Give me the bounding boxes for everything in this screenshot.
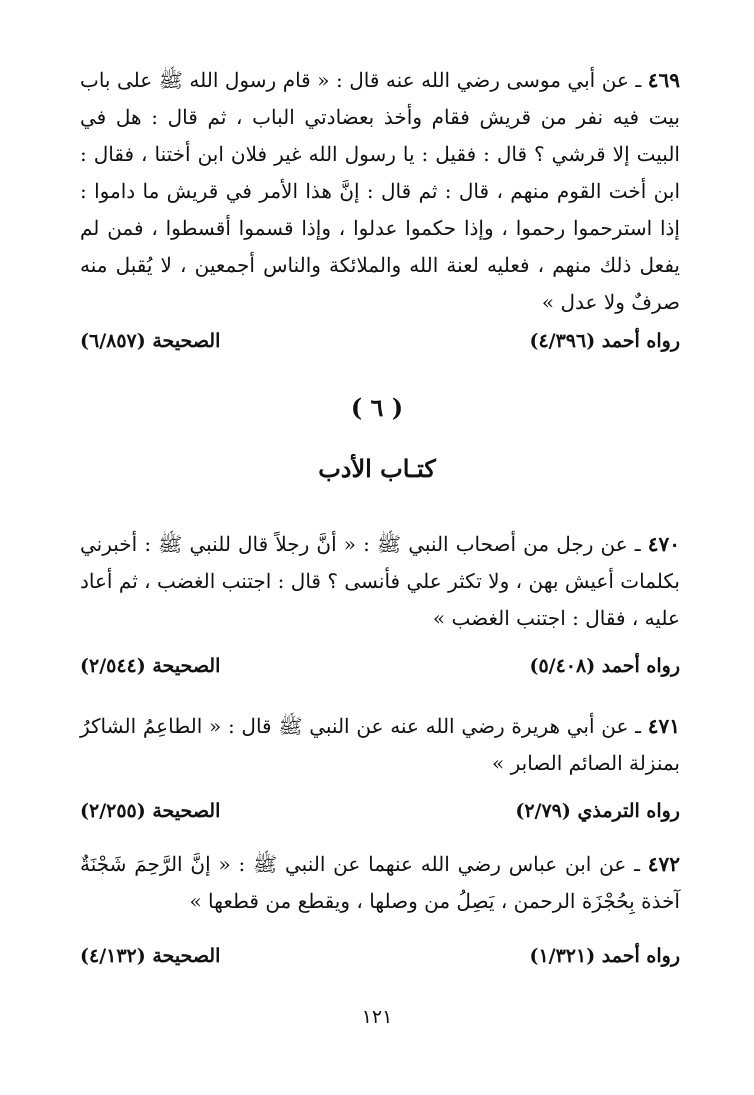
hadith-472-source: رواه أحمد (١/٣٢١) [529, 945, 680, 967]
chapter-title: كتـاب الأدب [318, 454, 436, 483]
hadith-472-body: ـ عن ابن عباس رضي الله عنهما عن النبي ﷺ : « إنَّ الرَّحِمَ شَجْنَةٌ آخذة بِحُجْزَة الرحمن ، يَصِلُ من وصلها ، ويقطع من قطعها » [80, 852, 680, 913]
hadith-470-citation [80, 655, 680, 685]
hadith-470-text [80, 526, 680, 637]
hadith-471-citation [80, 800, 680, 830]
hadith-471-source: رواه الترمذي (٢/٧٩) [515, 800, 680, 822]
hadith-469-body: ـ عن أبي موسى رضي الله عنه قال : « قام رسول الله ﷺ على باب بيت فيه نفر من قريش فقام وأخذ بعضادتي الباب ، ثم قال : هل في البيت إلا قرشي ؟ قال : فقيل : يا رسول الله غير فلان ابن أختنا ، فقال : ابن أخت القوم منهم ، قال : ثم قال : إنَّ هذا الأمر في قريش ما داموا : إذا استرحموا رحموا ، وإذا حكموا عدلوا ، وإذا قسموا أقسطوا ، فمن لم يفعل ذلك منهم ، فعليه لعنة الله والملائكة والناس أجمعين ، لا يُقبل منه صرفٌ ولا عدل » [80, 68, 680, 314]
hadith-470-body: ـ عن رجل من أصحاب النبي ﷺ : « أنَّ رجلاً قال للنبي ﷺ : أخبرني بكلمات أعيش بهن ، ولا تكثر علي فأنسى ؟ قال : اجتنب الغضب ، ثم أعاد عليه ، فقال : اجتنب الغضب » [80, 532, 680, 630]
hadith-472-grade: الصحيحة (٤/١٣٢) [80, 945, 221, 967]
hadith-472-text [80, 846, 680, 920]
hadith-470-source: رواه أحمد (٥/٤٠٨) [529, 655, 680, 677]
hadith-469-grade: الصحيحة (٦/٨٥٧) [80, 330, 221, 352]
hadith-472-number: ٤٧٢ [647, 852, 680, 876]
hadith-469-citation [80, 330, 680, 360]
page-number: ١٢١ [361, 1006, 393, 1028]
hadith-470-grade: الصحيحة (٢/٥٤٤) [80, 655, 221, 677]
hadith-471-text [80, 708, 680, 782]
hadith-469-number: ٤٦٩ [647, 68, 681, 92]
hadith-470-number: ٤٧٠ [647, 532, 680, 556]
hadith-469-source: رواه أحمد (٤/٣٩٦) [529, 330, 680, 352]
chapter-number: ( ٦ ) [350, 393, 404, 422]
hadith-471-grade: الصحيحة (٢/٢٥٥) [80, 800, 221, 822]
hadith-472-citation [80, 945, 680, 975]
hadith-469-text [80, 62, 680, 321]
hadith-471-number: ٤٧١ [647, 714, 680, 738]
hadith-471-body: ـ عن أبي هريرة رضي الله عنه عن النبي ﷺ قال : « الطاعِمُ الشاكرُ بمنزلة الصائم الصابر » [80, 714, 680, 775]
